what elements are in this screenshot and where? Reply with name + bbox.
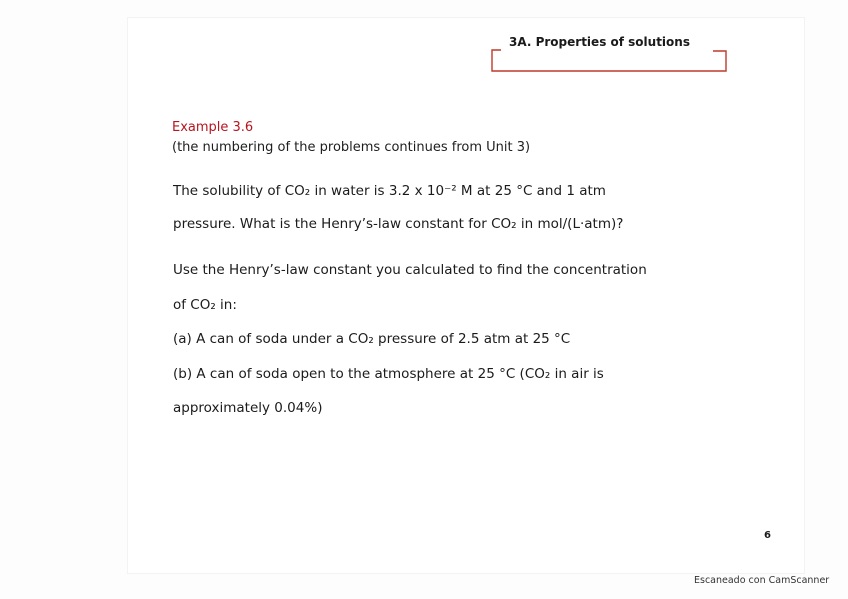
example-title: Example 3.6 [172, 120, 254, 135]
example-subtitle: (the numbering of the problems continues from Unit 3) [172, 140, 531, 155]
body-line: pressure. What is the Henry’s-law constant for CO₂ in mol/(L·atm)? [173, 216, 624, 232]
body-line: approximately 0.04%) [173, 400, 323, 416]
section-title: 3A. Properties of solutions [509, 35, 690, 49]
page-number: 6 [764, 530, 771, 541]
body-line: (b) A can of soda open to the atmosphere at 25 °C (CO₂ in air is [173, 366, 604, 382]
body-line: of CO₂ in: [173, 297, 237, 313]
body-line: (a) A can of soda under a CO₂ pressure of 2.5 atm at 25 °C [173, 331, 571, 347]
body-line: The solubility of CO₂ in water is 3.2 x 10⁻² M at 25 °C and 1 atm [173, 183, 606, 199]
slide-area [128, 18, 804, 573]
body-line: Use the Henry’s-law constant you calculated to find the concentration [173, 262, 647, 278]
scanner-watermark: Escaneado con CamScanner [694, 575, 830, 586]
